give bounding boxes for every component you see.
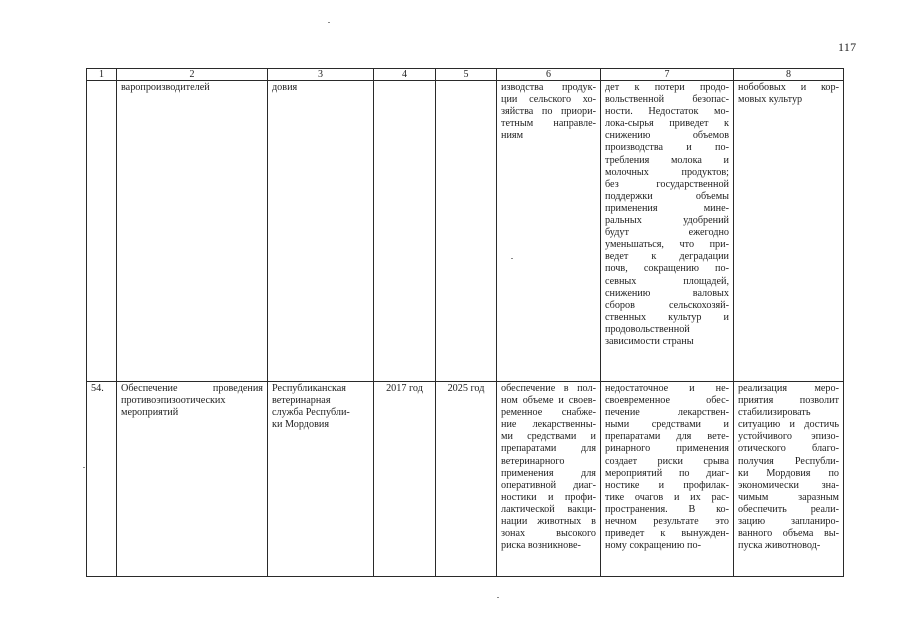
table-row-54 xyxy=(87,382,844,577)
text-line: снижению валовых xyxy=(605,287,729,299)
text-line: ми средствами и xyxy=(501,431,596,443)
text-line: реализация меро- xyxy=(738,383,839,394)
column-number: 6 xyxy=(497,69,601,81)
text-line: оперативной диаг- xyxy=(501,479,596,491)
text-line: риска возникнове- xyxy=(501,540,581,552)
text-line: приятия позволит xyxy=(738,395,839,407)
text-line: ственных культур и xyxy=(605,311,729,323)
column-numbers-row xyxy=(87,69,844,81)
text-line: приведет к вынужден- xyxy=(605,528,729,540)
text-line: недостаточное и не- xyxy=(605,383,729,394)
text-line: противоэпизоотических xyxy=(121,395,226,407)
text-line: продовольственной xyxy=(605,323,690,335)
indicator-link-cell xyxy=(734,81,844,382)
text-line: мероприятий по диаг- xyxy=(605,467,729,479)
text-line: почв, сокращению по- xyxy=(605,263,729,275)
text-line: зацию запланиро- xyxy=(738,516,839,528)
text-line: ременное снабже- xyxy=(501,407,596,419)
column-number: 2 xyxy=(117,69,268,81)
scan-speck xyxy=(511,258,513,259)
text-line: обеспечение в пол- xyxy=(501,383,596,394)
column-number: 3 xyxy=(268,69,374,81)
text-line: тетным направле- xyxy=(501,118,596,130)
executor-cell: довия xyxy=(268,81,374,382)
expected-result-cell xyxy=(497,382,601,577)
column-number: 8 xyxy=(734,69,844,81)
consequences-cell xyxy=(601,382,734,577)
text-line: ными средствами и xyxy=(605,419,729,431)
text-line: применения для xyxy=(501,467,596,479)
text-line: устойчивого эпизо- xyxy=(738,431,839,443)
text-line: применения мине- xyxy=(605,202,729,214)
text-line: пространения. В ко- xyxy=(605,503,729,515)
column-number: 5 xyxy=(436,69,497,81)
text-line: зяйства по приори- xyxy=(501,106,596,118)
column-number: 1 xyxy=(87,69,117,81)
text-line: ведет к деградации xyxy=(605,251,729,263)
text-line: ванного объема вы- xyxy=(738,528,839,540)
text-line: отического благо- xyxy=(738,443,839,455)
text-line: ному сокращению по- xyxy=(605,540,701,552)
text-line: уменьшаться, что при- xyxy=(605,239,729,251)
text-line: создает риски срыва xyxy=(605,455,729,467)
measure-name-cell xyxy=(117,382,268,577)
scan-speck xyxy=(497,597,499,598)
row-number-cell xyxy=(87,81,117,382)
text-line: молочных продуктов; xyxy=(605,166,729,178)
end-year-cell xyxy=(436,81,497,382)
scan-speck xyxy=(328,22,330,23)
text-line: вольственной безопас- xyxy=(605,94,729,106)
text-line: ральных удобрений xyxy=(605,215,729,227)
text-line: тике очагов и их рас- xyxy=(605,491,729,503)
text-line: требления молока и xyxy=(605,154,729,166)
text-line: нации животных в xyxy=(501,516,596,528)
text-line: производства и по- xyxy=(605,142,729,154)
text-line: ностики и профи- xyxy=(501,491,596,503)
text-line: мовых культур xyxy=(738,94,803,106)
text-line: изводства продук- xyxy=(501,82,596,93)
text-line: ном объеме и своев- xyxy=(501,395,596,407)
text-line: препаратами для вете- xyxy=(605,431,729,443)
text-line: поддержки объемы xyxy=(605,190,729,202)
measure-name-cell: варопроизводителей xyxy=(117,81,268,382)
executor-cell xyxy=(268,382,374,577)
text-line: мероприятий xyxy=(121,407,179,419)
text-line: получия Республи- xyxy=(738,455,839,467)
text-line: без государственной xyxy=(605,178,729,190)
text-line: севных площадей, xyxy=(605,275,729,287)
page-number: 117 xyxy=(838,40,857,54)
text-line: Обеспечение проведения xyxy=(121,383,263,394)
text-line: ветеринарная xyxy=(272,395,331,407)
text-line: ниям xyxy=(501,130,524,142)
scan-speck xyxy=(83,467,85,468)
text-line: лока-сырья приведет к xyxy=(605,118,729,130)
row-number-cell: 54. xyxy=(87,382,117,577)
start-year-cell: 2017 год xyxy=(374,382,436,577)
text-line: сборов сельскохозяй- xyxy=(605,299,729,311)
measures-table xyxy=(86,68,844,577)
text-line: снижению объемов xyxy=(605,130,729,142)
consequences-cell xyxy=(601,81,734,382)
text-line: пуска животновод- xyxy=(738,540,821,552)
text-line: обеспечить реали- xyxy=(738,503,839,515)
start-year-cell xyxy=(374,81,436,382)
text-line: ки Мордовия по xyxy=(738,467,839,479)
text-line: препаратами для xyxy=(501,443,596,455)
text-line: чимым заразным xyxy=(738,491,839,503)
text-line: ситуацию и достичь xyxy=(738,419,839,431)
text-line: зависимости страны xyxy=(605,335,694,347)
text-line: своевременное обес- xyxy=(605,395,729,407)
text-line: стабилизировать xyxy=(738,407,811,419)
text-line: дет к потери продо- xyxy=(605,82,729,93)
text-line: лактической вакци- xyxy=(501,503,596,515)
text-line: ности. Недостаток мо- xyxy=(605,106,729,118)
text-line: будут ежегодно xyxy=(605,227,729,239)
text-line: служба Республи- xyxy=(272,407,350,419)
text-line: зонах высокого xyxy=(501,528,596,540)
end-year-cell: 2025 год xyxy=(436,382,497,577)
text-line: ние лекарственны- xyxy=(501,419,596,431)
text-line: ветеринарного xyxy=(501,455,565,467)
text-line: нобобовых и кор- xyxy=(738,82,839,93)
text-line: ции сельского хо- xyxy=(501,94,596,106)
text-line: нечном результате это xyxy=(605,516,729,528)
text-line: ностике и профилак- xyxy=(605,479,729,491)
table-row-continuation xyxy=(87,81,844,382)
text-line: ринарного применения xyxy=(605,443,729,455)
indicator-link-cell xyxy=(734,382,844,577)
text-line: ки Мордовия xyxy=(272,419,330,431)
text-line: экономически зна- xyxy=(738,479,839,491)
expected-result-cell xyxy=(497,81,601,382)
column-number: 4 xyxy=(374,69,436,81)
text-line: печение лекарствен- xyxy=(605,407,729,419)
column-number: 7 xyxy=(601,69,734,81)
text-line: Республиканская xyxy=(272,383,346,394)
